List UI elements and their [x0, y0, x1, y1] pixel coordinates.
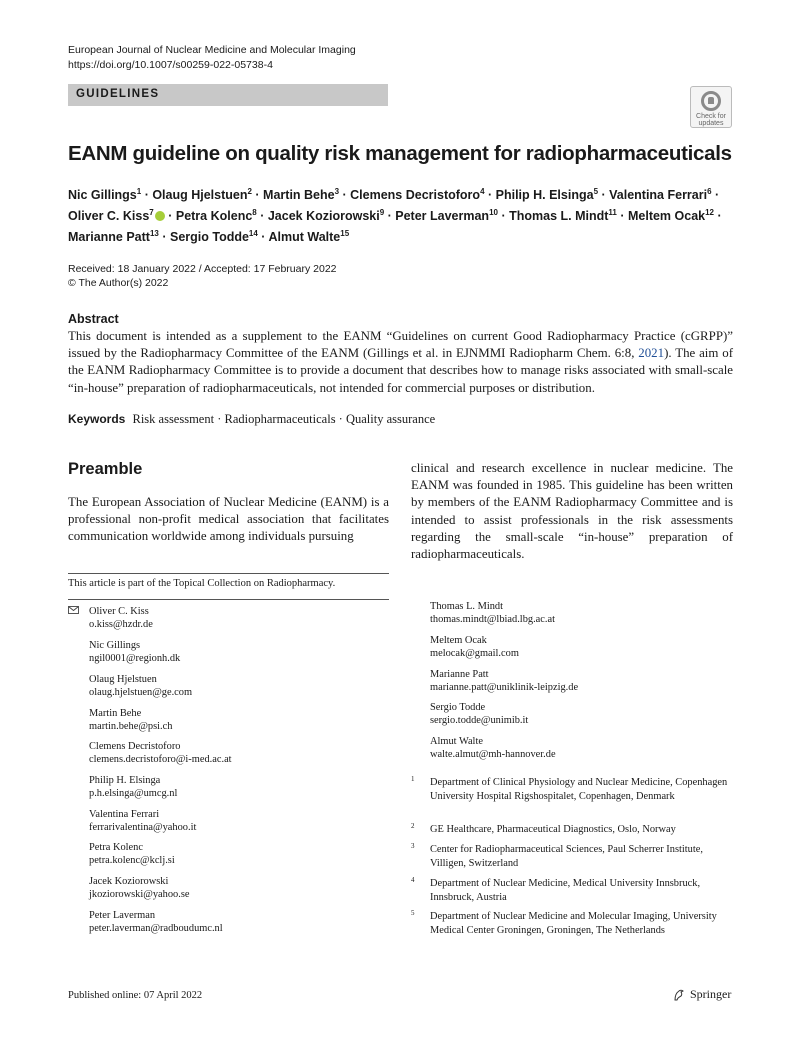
- contact-entry: Martin Behe martin.behe@psi.ch: [89, 708, 173, 732]
- received-accepted: Received: 18 January 2022 / Accepted: 17 February 2022: [68, 263, 337, 275]
- author[interactable]: Oliver C. Kiss: [68, 209, 150, 224]
- contact-entry: Jacek Koziorowski jkoziorowski@yahoo.se: [89, 876, 190, 900]
- orcid-icon[interactable]: [155, 211, 165, 221]
- affiliation: 1 Department of Clinical Physiology and Nuclear Medicine, Copenhagen University Hospital Rigshospitalet, Copenhagen, Denmark: [411, 775, 728, 802]
- email-link[interactable]: ferrarivalentina@yahoo.it: [89, 822, 197, 833]
- divider: [68, 599, 389, 600]
- affiliation: 4 Department of Nuclear Medicine, Medical University Innsbruck, Innsbruck, Austria: [411, 876, 701, 903]
- author[interactable]: Clemens Decristoforo: [350, 188, 481, 203]
- check-for-updates-label: Check for updates: [696, 113, 726, 127]
- author-list: Nic Gillings$^1$ · Olaug Hjelstuen$^2$ · Martin Behe$^3$ · Clemens Decristoforo$^4$ · Philip H. Elsinga$^5$ · Valentina Ferrari$^6$ · Oliver C. Kiss$^7$ · Petra Kolenc$^8$ · Jacek Koziorowski$^9$ · Peter Laverman$^{10}$ · Thomas L. Mindt$^{11}$ · Meltem Ocak$^{12}$ · Marianne Patt$^{13}$ · Sergio Todde$^{14}$ · Almut Walte$^{15}$: [68, 187, 722, 245]
- author[interactable]: Nic Gillings: [68, 188, 137, 203]
- contact-entry: Peter Laverman peter.laverman@radboudumc.nl: [89, 910, 223, 934]
- keywords-text: Risk assessment · Radiopharmaceuticals · Quality assurance: [132, 412, 436, 426]
- journal-name: European Journal of Nuclear Medicine and Molecular Imaging: [68, 44, 356, 56]
- contact-entry: Valentina Ferrari ferrarivalentina@yahoo.it: [89, 809, 197, 833]
- contact-entry: Thomas L. Mindt thomas.mindt@lbiad.lbg.ac.at: [430, 601, 555, 625]
- author[interactable]: Jacek Koziorowski: [267, 209, 380, 224]
- email-link[interactable]: ngil0001@regionh.dk: [89, 653, 181, 664]
- section-label: GUIDELINES: [76, 88, 160, 100]
- contact-entry: Petra Kolenc petra.kolenc@kclj.si: [89, 842, 175, 866]
- affiliation: 3 Center for Radiopharmaceutical Sciences, Paul Scherrer Institute, Villigen, Switzerland: [411, 842, 703, 869]
- affiliation: 5 Department of Nuclear Medicine and Molecular Imaging, University Medical Center Groningen, Groningen, The Netherlands: [411, 909, 717, 936]
- email-link[interactable]: sergio.todde@unimib.it: [430, 715, 529, 726]
- email-link[interactable]: jkoziorowski@yahoo.se: [89, 889, 190, 900]
- citation-link[interactable]: 2021: [638, 346, 665, 361]
- email-link[interactable]: martin.behe@psi.ch: [89, 721, 173, 732]
- email-link[interactable]: petra.kolenc@kclj.si: [89, 855, 175, 866]
- contact-entry: Almut Walte walte.almut@mh-hannover.de: [430, 736, 556, 760]
- author[interactable]: Sergio Todde: [169, 230, 249, 245]
- email-link[interactable]: p.h.elsinga@umcg.nl: [89, 788, 178, 799]
- author[interactable]: Olaug Hjelstuen: [152, 188, 248, 203]
- author[interactable]: Marianne Patt: [68, 230, 150, 245]
- contact-entry: Philip H. Elsinga p.h.elsinga@umcg.nl: [89, 775, 178, 799]
- preamble-text-right: clinical and research excellence in nuclear medicine. The EANM was founded in 1985. This guideline has been written by members of the EANM Radiopharmacy Committee and is intended to assist professionals in the risk assessments regarding the small-scale “in-house” preparation of radiopharmaceuticals.: [411, 461, 733, 562]
- author[interactable]: Peter Laverman: [395, 209, 490, 224]
- email-link[interactable]: olaug.hjelstuen@ge.com: [89, 687, 193, 698]
- contact-entry: Nic Gillings ngil0001@regionh.dk: [89, 640, 181, 664]
- preamble-text-left: The European Association of Nuclear Medicine (EANM) is a professional non-profit medical association that facilitates communication worldwide among individuals pursuing: [68, 495, 389, 544]
- contact-entry: Sergio Todde sergio.todde@unimib.it: [430, 702, 529, 726]
- author[interactable]: Martin Behe: [263, 188, 335, 203]
- bookmark-icon: [701, 91, 721, 111]
- contact-entry: Oliver C. Kiss o.kiss@hzdr.de: [89, 606, 153, 630]
- abstract-text: This document is intended as a supplement to the EANM “Guidelines on current Good Radiopharmacy Practice (cGRPP)” issued by the Radiopharmacy Committee of the EANM (Gillings et al. in EJNMMI Radiopharm Chem. 6:8, 2021). The aim of the EANM Radiopharmacy Committee is to provide a document that describes how to manage risks associated with small-scale “in-house” preparation of radiopharmaceuticals, not intended for commercial purposes or distribution.: [68, 329, 733, 395]
- keywords-label: Keywords: [68, 412, 126, 426]
- copyright: © The Author(s) 2022: [68, 277, 169, 289]
- contact-entry: Marianne Patt marianne.patt@uniklinik-leipzig.de: [430, 669, 579, 693]
- contact-entry: Olaug Hjelstuen olaug.hjelstuen@ge.com: [89, 674, 193, 698]
- author[interactable]: Philip H. Elsinga: [495, 188, 594, 203]
- article-title: EANM guideline on quality risk management for radiopharmaceuticals: [68, 142, 732, 165]
- divider: [68, 573, 389, 574]
- preamble-heading: Preamble: [68, 460, 143, 478]
- email-link[interactable]: walte.almut@mh-hannover.de: [430, 749, 556, 760]
- springer-horse-icon: [672, 988, 686, 1002]
- contact-entry: Clemens Decristoforo clemens.decristoforo@i-med.ac.at: [89, 741, 232, 765]
- author[interactable]: Petra Kolenc: [175, 209, 253, 224]
- author[interactable]: Thomas L. Mindt: [509, 209, 609, 224]
- collection-note: This article is part of the Topical Collection on Radiopharmacy.: [68, 578, 336, 589]
- keywords: [68, 412, 435, 427]
- journal-header: [68, 43, 356, 73]
- email-link[interactable]: o.kiss@hzdr.de: [89, 619, 153, 630]
- email-link[interactable]: clemens.decristoforo@i-med.ac.at: [89, 754, 232, 765]
- affiliation: 2 GE Healthcare, Pharmaceutical Diagnostics, Oslo, Norway: [411, 822, 676, 835]
- check-for-updates-button[interactable]: [690, 86, 732, 128]
- email-link[interactable]: melocak@gmail.com: [430, 648, 519, 659]
- author[interactable]: Meltem Ocak: [627, 209, 706, 224]
- author[interactable]: Almut Walte: [268, 230, 341, 245]
- article-dates: [68, 262, 337, 290]
- doi-link[interactable]: https://doi.org/10.1007/s00259-022-05738-4: [68, 59, 273, 71]
- publisher-logo[interactable]: [672, 987, 731, 1002]
- author[interactable]: Valentina Ferrari: [609, 188, 708, 203]
- contact-entry: Meltem Ocak melocak@gmail.com: [430, 635, 519, 659]
- envelope-icon: [68, 606, 79, 614]
- abstract-heading: Abstract: [68, 312, 119, 326]
- published-date: Published online: 07 April 2022: [68, 990, 203, 1001]
- email-link[interactable]: peter.laverman@radboudumc.nl: [89, 923, 223, 934]
- email-link[interactable]: marianne.patt@uniklinik-leipzig.de: [430, 682, 579, 693]
- publisher-name: Springer: [690, 987, 732, 1001]
- email-link[interactable]: thomas.mindt@lbiad.lbg.ac.at: [430, 614, 555, 625]
- section-bar: [68, 84, 388, 106]
